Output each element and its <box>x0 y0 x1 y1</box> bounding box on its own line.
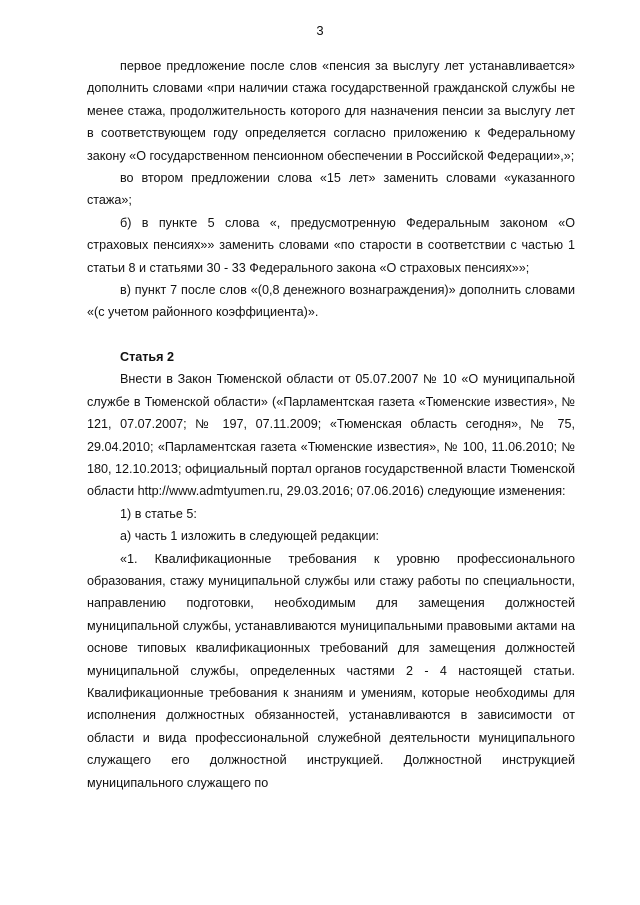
paragraph-second-sentence: во втором предложении слова «15 лет» заменить словами «указанного стажа»; <box>87 171 575 208</box>
paragraph-item-b: б) в пункте 5 слова «, предусмотренную Федеральным законом «О страховых пенсиях»» заменить словами «по старости в соответствии с частью 1 статьи 8 и статьями 30 - 33 Федерального закона «О страховых пенсиях»»; <box>87 215 575 275</box>
paragraph-amendment-intro: Внести в Закон Тюменской области от 05.07.2007 № 10 «О муниципальной службе в Тюменской области» («Парламентская газета «Тюменские известия», № 121, 07.07.2007; № 197, 07.11.2009; «Тюменская область сегодня», № 75, 29.04.2010; «Парламентская газета «Тюменские известия», № 100, 11.06.2010; № 180, 12.10.2013; официальный портал органов государственной власти Тюменской области http://www.admtyumen.ru, 29.03.2016; 07.06.2016) следующие изменения: <box>87 372 575 499</box>
paragraph-first-sentence: первое предложение после слов «пенсия за выслугу лет устанавливается» дополнить словами «при наличии стажа государственной гражданской службы не менее стажа, продолжительность которого для назначения пенсии за выслугу лет в соответствующем году определяется согласно приложению к Федеральному закону «О государственном пенсионном обеспечении в Российской Федерации»,»; <box>87 59 575 163</box>
article-heading: Статья 2 <box>120 349 175 364</box>
document-body <box>87 55 575 794</box>
spacer <box>87 324 575 346</box>
paragraph-qualification-requirements: «1. Квалификационные требования к уровню профессионального образования, стажу муниципальной службы или стажу работы по специальности, направлению подготовки, необходимым для замещения должностей муниципальной службы, устанавливаются муниципальными правовыми актами на основе типовых квалификационных требований для замещения должностей муниципальной службы, определенных частями 2 - 4 настоящей статьи. Квалификационные требования к знаниям и умениям, которые необходимы для исполнения должностных обязанностей, устанавливаются в зависимости от области и вида профессиональной служебной деятельности муниципального служащего его должностной инструкцией. Должностной инструкцией муниципального служащего по <box>87 551 575 790</box>
paragraph-item-v: в) пункт 7 после слов «(0,8 денежного вознаграждения)» дополнить словами «(с учетом районного коэффициента)». <box>87 283 575 320</box>
paragraph-part-1: а) часть 1 изложить в следующей редакции: <box>120 529 379 544</box>
page-number: 3 <box>316 23 324 38</box>
paragraph-article-5: 1) в статье 5: <box>120 506 197 521</box>
